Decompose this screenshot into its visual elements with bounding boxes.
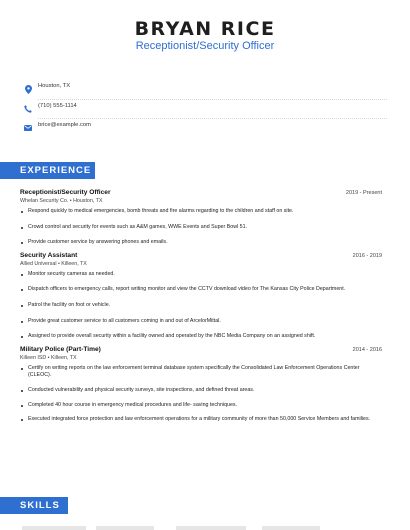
skill-chip (22, 526, 86, 530)
job-bullet: Assigned to provide overall security within a facility owned and operated by the NBC Media Company on an assigned shift. (20, 333, 382, 341)
job-bullet: Provide great customer service to all customers coming in and out of ArcelorMittal. (20, 318, 382, 326)
contact-email (23, 119, 387, 138)
job-title: Military Police (Part-Time) (20, 345, 101, 353)
job-bullet: Certify on writing reports on the law enforcement terminal database system specifically the Consolidated Law Enforcement Operations Center (CLEOC). (20, 365, 382, 380)
contact-phone-text: (710) 555-1114 (38, 102, 77, 109)
contact-location (23, 80, 387, 99)
job-bullet: Crowd control and security for events such as A&M games, WWE Events and Super Bowl 51. (20, 224, 382, 232)
job-bullet: Completed 40 hour course in emergency medical procedures and life- saving techniques. (20, 402, 382, 410)
candidate-name: BRYAN RICE (134, 18, 276, 40)
job-title: Receptionist/Security Officer (20, 189, 111, 196)
job-bullet: Patrol the facility on foot or vehicle. (20, 302, 382, 310)
job-dates: 2016 - 2019 (352, 252, 382, 259)
job-bullet: Provide customer service by answering phones and emails. (20, 239, 382, 247)
contact-list (23, 80, 387, 138)
phone-icon (23, 104, 33, 114)
job-bullet: Respond quickly to medical emergencies, bomb threats and fire alarms regarding to the children and staff on site. (20, 208, 382, 216)
job-dates: 2014 - 2016 (352, 346, 382, 353)
contact-email-text: brice@example.com (38, 122, 91, 128)
job-bullet: Monitor security cameras as needed. (20, 271, 382, 279)
job-bullet: Conducted vulnerability and physical security surveys, site inspections, and defined threat areas. (20, 387, 382, 395)
skill-chip (176, 526, 246, 530)
job-company: Allied Universal • Killeen, TX (20, 260, 87, 267)
job-dates: 2019 - Present (345, 190, 382, 196)
job-entry (20, 189, 382, 247)
job-title: Security Assistant (20, 251, 78, 259)
contact-location-text: Houston, TX (38, 83, 71, 89)
job-bullet: Dispatch officers to emergency calls, report writing monitor and view the CCTV download video for The Kansas City Police Department. (20, 286, 382, 294)
skill-chip (262, 526, 320, 530)
job-entry (20, 252, 382, 341)
skill-chip (96, 526, 154, 530)
job-bullet: Executed integrated force protection and law enforcement operations for a military community of more than 50,000 Service Members and families. (20, 416, 382, 424)
job-entry (20, 346, 382, 424)
section-heading-experience: EXPERIENCE (0, 162, 95, 179)
job-company: Whelan Security Co. • Houston, TX (20, 198, 103, 204)
section-heading-skills: SKILLS (0, 497, 68, 514)
contact-phone (23, 100, 387, 119)
location-pin-icon (23, 84, 33, 94)
job-company: Killeen ISD • Killeen, TX (20, 354, 77, 361)
mail-icon (23, 123, 33, 133)
candidate-role: Receptionist/Security Officer (135, 40, 275, 52)
experience-section (20, 189, 382, 424)
